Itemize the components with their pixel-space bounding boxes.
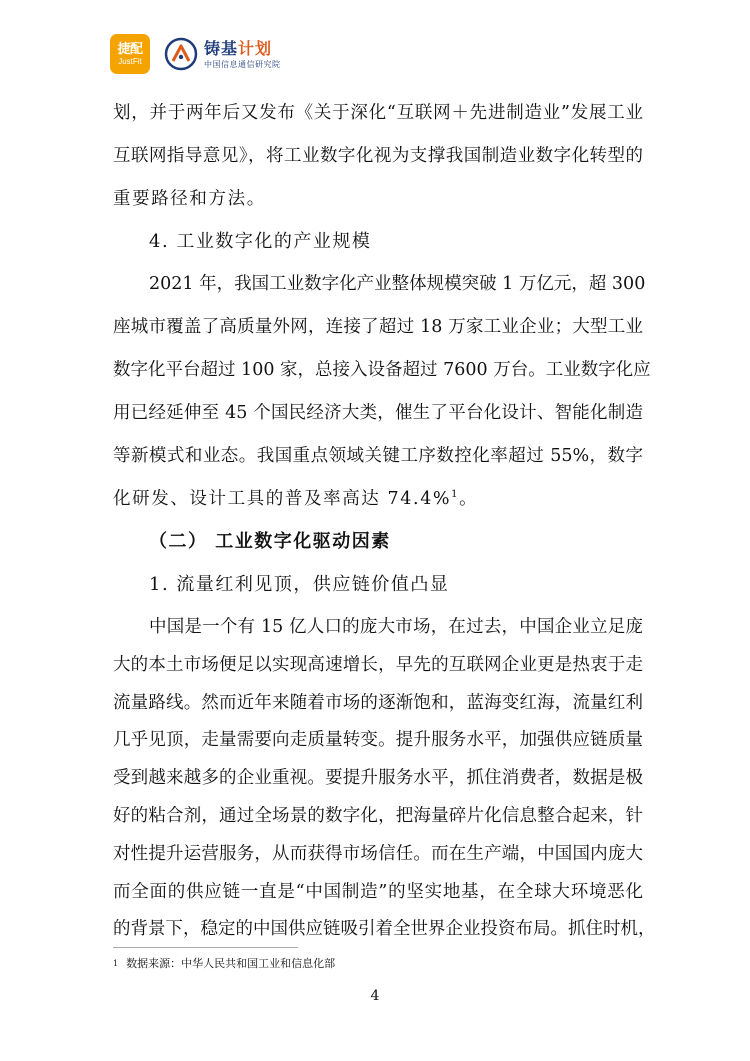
caict-org-name: 中国信息通信研究院 bbox=[204, 59, 281, 69]
footnote bbox=[113, 956, 335, 972]
para1-line: 划，并于两年后又发布《关于深化“互联网＋先进制造业”发展工业 bbox=[113, 103, 643, 123]
para3-line: 对性提升运营服务，从而获得市场信任。而在生产端，中国国内庞大 bbox=[113, 844, 643, 864]
justfit-logo bbox=[110, 34, 150, 74]
page-number: 4 bbox=[370, 988, 380, 1004]
footnote-text: 数据来源：中华人民共和国工业和信息化部 bbox=[126, 957, 336, 970]
para3-line: 而全面的供应链一直是“中国制造”的坚实地基，在全球大环境恶化 bbox=[113, 882, 643, 902]
para2-line: 用已经延伸至 45 个国民经济大类，催生了平台化设计、智能化制造 bbox=[113, 403, 643, 423]
section-heading: （二） 工业数字化驱动因素 bbox=[149, 531, 391, 552]
para1-line: 重要路径和方法。 bbox=[113, 189, 266, 209]
para3-line: 大的本土市场便足以实现高速增长，早先的互联网企业更是热衷于走 bbox=[113, 655, 643, 675]
para2-last-punct: 。 bbox=[459, 489, 479, 509]
page-header bbox=[110, 34, 281, 74]
para2-last-line bbox=[113, 487, 643, 511]
subsection-heading: 1. 流量红利见顶，供应链价值凸显 bbox=[149, 574, 450, 595]
zhuji-name-part1: 铸基 bbox=[204, 38, 239, 58]
para1-line: 互联网指导意见》，将工业数字化视为支撑我国制造业数字化转型的 bbox=[113, 146, 643, 166]
para2-line: 等新模式和业态。我国重点领域关键工序数控化率超过 55%，数字 bbox=[113, 446, 643, 466]
zhuji-plan-logo bbox=[164, 37, 281, 71]
para2-last-text: 化研发、设计工具的普及率高达 74.4% bbox=[113, 489, 452, 509]
para2-line: 2021 年，我国工业数字化产业整体规模突破 1 万亿元，超 300 bbox=[149, 274, 646, 294]
justfit-logo-cn: 捷配 bbox=[117, 42, 143, 57]
para3-line: 流量路线。然而近年来随着市场的逐渐饱和，蓝海变红海，流量红利 bbox=[113, 693, 643, 713]
justfit-logo-en: JustFit bbox=[118, 57, 142, 66]
para2-line: 座城市覆盖了高质量外网，连接了超过 18 万家工业企业；大型工业 bbox=[113, 317, 643, 337]
zhuji-plan-name bbox=[204, 39, 281, 59]
footnote-divider bbox=[113, 947, 298, 948]
para3-line: 好的粘合剂，通过全场景的数字化，把海量碎片化信息整合起来，针 bbox=[113, 806, 643, 826]
para3-line: 的背景下，稳定的中国供应链吸引着全世界企业投资布局。抓住时机， bbox=[113, 919, 656, 939]
footnote-mark: 1 bbox=[113, 959, 119, 968]
para3-line: 中国是一个有 15 亿人口的庞大市场，在过去，中国企业立足庞 bbox=[149, 617, 643, 637]
para3-line: 几乎见顶，走量需要向走质量转变。提升服务水平，加强供应链质量 bbox=[113, 730, 643, 750]
para2-line: 数字化平台超过 100 家，总接入设备超过 7600 万台。工业数字化应 bbox=[113, 360, 651, 380]
footnote-ref[interactable]: 1 bbox=[451, 489, 460, 501]
subsection-heading: 4. 工业数字化的产业规模 bbox=[149, 231, 372, 252]
zhuji-name-part2: 计划 bbox=[238, 38, 273, 58]
para3-line: 受到越来越多的企业重视。要提升服务水平，抓住消费者，数据是极 bbox=[113, 768, 643, 788]
zhuji-emblem-icon bbox=[164, 37, 198, 71]
